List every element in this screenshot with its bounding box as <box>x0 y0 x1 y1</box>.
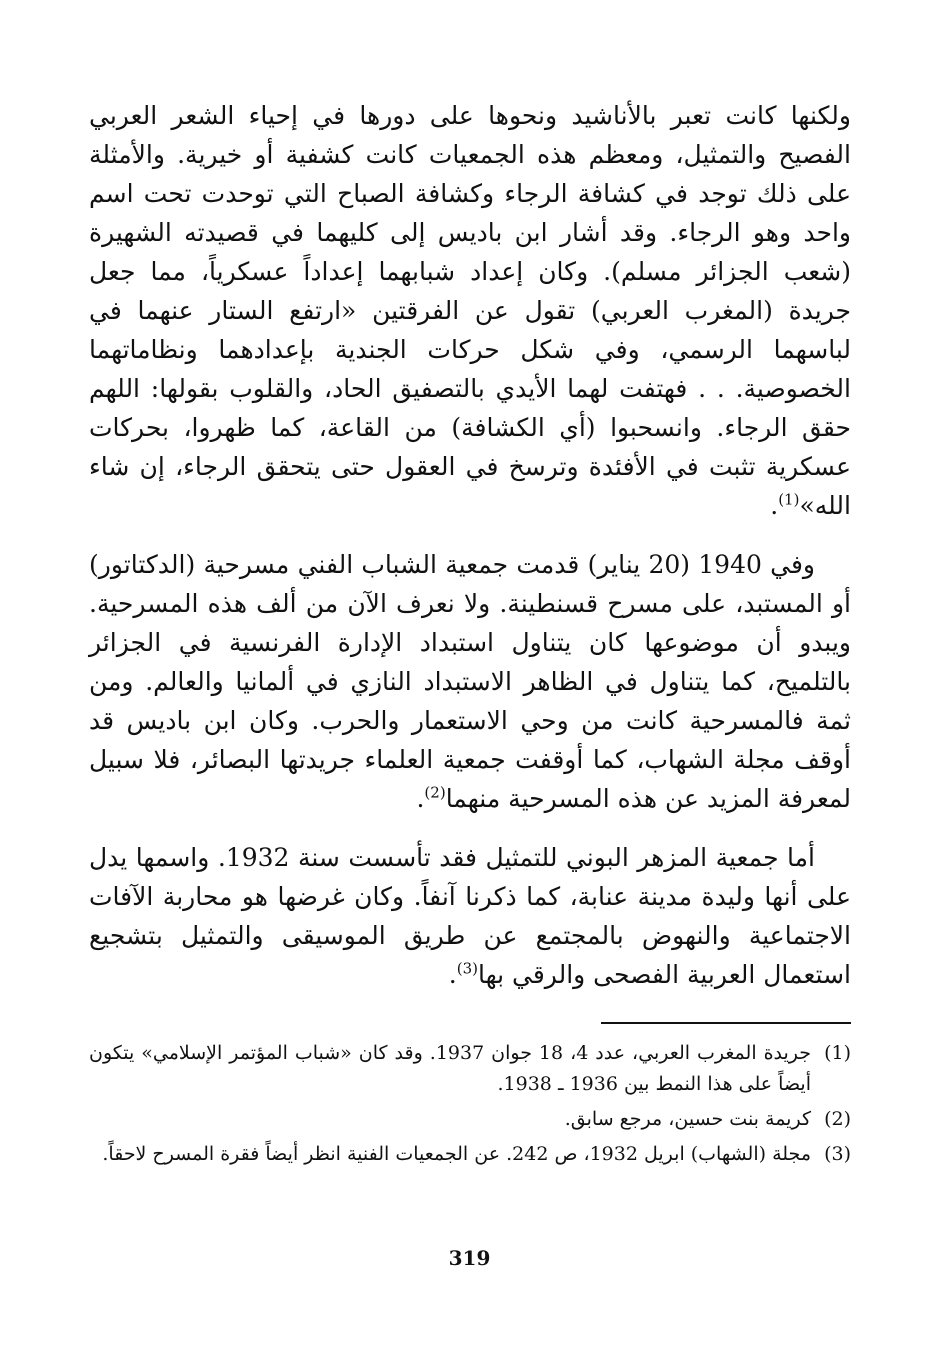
footnote-ref-3: (3) <box>456 959 478 978</box>
paragraph-1-text: ولكنها كانت تعبر بالأناشيد ونحوها على دورها في إحياء الشعر العربي الفصيح والتمثيل، ومعظم هذه الجمعيات كانت كشفية أو خيرية. والأمثلة على ذلك توجد في كشافة الرجاء وكشافة الصباح التي توحدت تحت اسم واحد وهو الرجاء. وقد أشار ابن باديس إلى كليهما في قصيدته الشهيرة (شعب الجزائر مسلم). وكان إعداد شبابهما إعداداً عسكرياً، مما جعل جريدة (المغرب العربي) تقول عن الفرقتين «ارتفع الستار عنهما في لباسهما الرسمي، وفي شكل حركات الجندية بإعدادهما ونظاماتهما الخصوصية. . . فهتفت لهما الأيدي بالتصفيق الحاد، والقلوب بقولها: اللهم حقق الرجاء. وانسحبوا (أي الكشافة) من القاعة، كما ظهروا، بحركات عسكرية تثبت في الأفئدة وترسخ في العقول حتى يتحقق الرجاء، إن شاء الله» <box>89 101 851 520</box>
paragraph-2-text: وفي 1940 (20 يناير) قدمت جمعية الشباب الفني مسرحية (الدكتاتور) أو المستبد، على مسرح قسنطينة. ولا نعرف الآن من ألف هذه المسرحية. ويبدو أن موضوعها كان يتناول استبداد الإدارة الفرنسية في الجزائر بالتلميح، كما يتناول في الظاهر الاستبداد النازي في ألمانيا والعالم. ومن ثمة فالمسرحية كانت من وحي الاستعمار والحرب. وكان ابن باديس قد أوقف مجلة الشهاب، كما أوقفت جمعية العلماء جريدتها البصائر، فلا سبيل لمعرفة المزيد عن هذه المسرحية منهما <box>89 550 851 813</box>
footnote-2 <box>89 1104 851 1135</box>
footnote-number: (1) <box>824 1042 851 1064</box>
paragraph-3-end: . <box>448 960 457 989</box>
footnote-1 <box>89 1038 851 1100</box>
footnote-3 <box>89 1139 851 1170</box>
footnote-number: (3) <box>824 1143 851 1165</box>
paragraph-2-end: . <box>416 784 425 813</box>
paragraph-2 <box>89 545 851 818</box>
paragraph-1 <box>89 96 851 525</box>
paragraph-1-end: . <box>770 491 779 520</box>
footnote-separator <box>601 1022 851 1024</box>
footnote-text: مجلة (الشهاب) ابريل 1932، ص 242. عن الجمعيات الفنية انظر أيضاً فقرة المسرح لاحقاً. <box>102 1143 811 1165</box>
main-text <box>89 96 851 994</box>
footnote-ref-1: (1) <box>778 490 800 509</box>
footnote-text: جريدة المغرب العربي، عدد 4، 18 جوان 1937. وقد كان «شباب المؤتمر الإسلامي» يتكون أيضاً على هذا النمط بين 1936 ـ 1938. <box>89 1042 812 1095</box>
paragraph-3-text: أما جمعية المزهر البوني للتمثيل فقد تأسست سنة 1932. واسمها يدل على أنها وليدة مدينة عنابة، كما ذكرنا آنفاً. وكان غرضها هو محاربة الآفات الاجتماعية والنهوض بالمجتمع عن طريق الموسيقى والتمثيل بتشجيع استعمال العربية الفصحى والرقي بها <box>89 843 851 989</box>
footnote-ref-2: (2) <box>424 783 446 802</box>
page-number: 319 <box>448 1246 491 1270</box>
footnote-text: كريمة بنت حسين، مرجع سابق. <box>564 1108 811 1130</box>
footnotes <box>89 1038 851 1174</box>
footnote-number: (2) <box>824 1108 851 1130</box>
paragraph-3 <box>89 838 851 994</box>
